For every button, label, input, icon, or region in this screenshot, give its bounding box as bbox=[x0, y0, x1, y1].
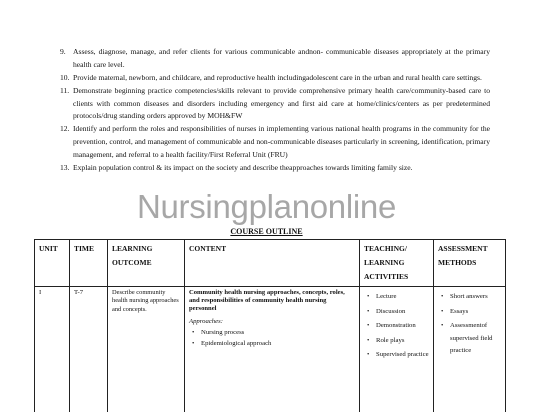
objective-number: 10. bbox=[60, 72, 70, 82]
approaches-list bbox=[189, 329, 355, 349]
approaches-label: Approaches: bbox=[189, 317, 223, 325]
course-outline-table bbox=[34, 239, 506, 412]
list-item: • Discussion bbox=[364, 306, 429, 319]
table-header-row bbox=[35, 240, 506, 287]
list-item: • Short answers bbox=[438, 291, 501, 304]
objective-item bbox=[60, 85, 490, 123]
list-item: • Lecture bbox=[364, 291, 429, 304]
objective-text: Identify and perform the roles and responsibilities of nurses in implementing various national health programs in the community for the prevention, control, and management of communicable and non-communicable diseases particularly in screening, identification, primary management, and referral to a health facility/First Referral Unit (FRU) bbox=[73, 124, 490, 159]
table-row bbox=[35, 287, 506, 412]
objective-number: 13. bbox=[60, 162, 70, 172]
list-item: • Demonstration bbox=[364, 320, 429, 333]
objective-number: 12. bbox=[60, 124, 70, 134]
cell-content bbox=[185, 287, 360, 412]
objective-item bbox=[60, 162, 490, 175]
header-assessment-methods: ASSESSMENT METHODS bbox=[434, 240, 506, 287]
cell-time: T-7 bbox=[70, 287, 108, 412]
header-teaching-activities: TEACHING/ LEARNING ACTIVITIES bbox=[360, 240, 434, 287]
list-item: • Epidemiological approach bbox=[189, 340, 355, 348]
list-item: • Assessmentof supervised field practice bbox=[438, 320, 501, 358]
objective-text: Provide maternal, newborn, and childcare, and reproductive health includingadolescent care in the urban and rural health care settings. bbox=[73, 72, 482, 82]
cell-assessment-methods bbox=[434, 287, 506, 412]
objectives-list bbox=[60, 46, 490, 175]
objective-item bbox=[60, 46, 490, 71]
content-heading: Community health nursing approaches, concepts, roles, and responsibilities of community health nursing personnel bbox=[189, 289, 345, 313]
cell-teaching-activities bbox=[360, 287, 434, 412]
header-learning-outcome: LEARNING OUTCOME bbox=[108, 240, 185, 287]
objective-text: Demonstrate beginning practice competencies/skills relevant to provide comprehensive primary health care/community-based care to clients with common diseases and disorders including emergency and first aid care at home/clinics/centers as per predetermined protocols/drug standing orders approved by MOH&FW bbox=[73, 85, 490, 121]
header-content: CONTENT bbox=[185, 240, 360, 287]
assessments-list bbox=[438, 291, 501, 358]
header-unit: UNIT bbox=[35, 240, 70, 287]
activities-list bbox=[364, 291, 429, 362]
header-time: TIME bbox=[70, 240, 108, 287]
objective-item bbox=[60, 72, 490, 85]
list-item: • Supervised practice bbox=[364, 349, 429, 362]
objective-number: 9. bbox=[60, 47, 66, 56]
objective-number: 11. bbox=[60, 85, 70, 95]
course-outline-title: COURSE OUTLINE bbox=[230, 227, 303, 236]
list-item: • Role plays bbox=[364, 335, 429, 348]
cell-unit: I bbox=[35, 287, 70, 412]
list-item: • Nursing process bbox=[189, 329, 355, 337]
objective-text: Assess, diagnose, manage, and refer clients for various communicable andnon- communicable diseases appropriately at the primary health care level. bbox=[73, 47, 490, 69]
cell-learning-outcome: Describe community health nursing approaches and concepts. bbox=[108, 287, 185, 412]
objective-item bbox=[60, 123, 490, 161]
objective-text: Explain population control & its impact on the society and describe theapproaches towards limiting family size. bbox=[73, 162, 413, 172]
list-item: • Essays bbox=[438, 306, 501, 319]
watermark: Nursingplanonline bbox=[136, 188, 397, 225]
